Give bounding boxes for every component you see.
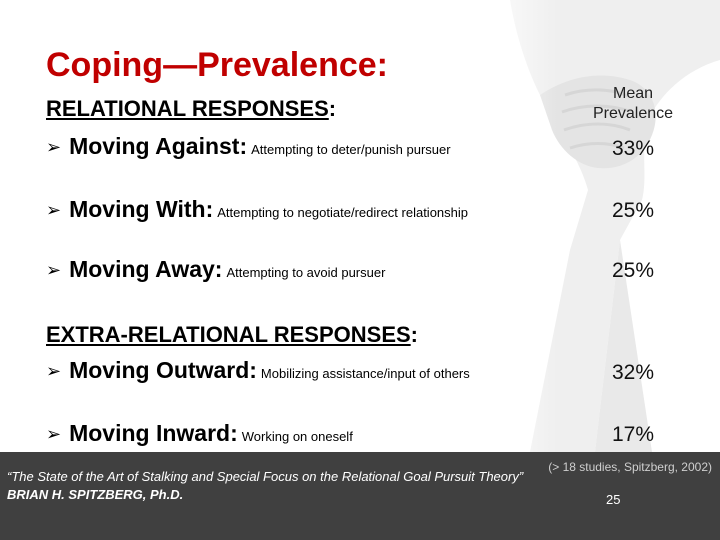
arrow-bullet-icon: ➢ <box>46 424 62 444</box>
list-item-moving-away <box>46 256 385 284</box>
presentation-title: “The State of the Art of Stalking and Special Focus on the Relational Goal Pursuit Theory” <box>7 469 524 484</box>
prevalence-value: 25% <box>612 199 655 222</box>
list-item-moving-against <box>46 133 451 161</box>
page-number: 25 <box>606 492 621 507</box>
item-label: Moving Inward: <box>69 420 238 446</box>
prevalence-value: 17% <box>612 423 655 446</box>
mean-prevalence-header <box>583 84 683 124</box>
mean-header-line2: Prevalence <box>592 105 674 122</box>
arrow-bullet-icon: ➢ <box>46 361 62 381</box>
item-label: Moving Away: <box>69 256 223 282</box>
prevalence-value: 32% <box>612 361 655 384</box>
item-description: Attempting to deter/punish pursuer <box>251 142 451 157</box>
arrow-bullet-icon: ➢ <box>46 137 62 157</box>
prevalence-value: 33% <box>612 137 655 160</box>
footer-bar <box>0 452 720 540</box>
reference-block <box>7 468 523 504</box>
mean-header-line1: Mean <box>612 85 654 102</box>
section-heading-extra-relational <box>46 322 418 348</box>
list-item-moving-outward <box>46 357 470 385</box>
section-heading-colon: : <box>410 322 418 347</box>
section-heading-text: EXTRA-RELATIONAL RESPONSES <box>46 322 411 347</box>
item-label: Moving With: <box>69 196 214 222</box>
arrow-bullet-icon: ➢ <box>46 260 62 280</box>
list-item-moving-with <box>46 196 468 224</box>
list-item-moving-inward <box>46 420 353 448</box>
section-heading-text: RELATIONAL RESPONSES <box>46 96 329 121</box>
item-description: Attempting to avoid pursuer <box>226 265 386 280</box>
item-label: Moving Outward: <box>69 357 257 383</box>
section-heading-relational <box>46 96 336 122</box>
clasped-hands-image <box>470 0 720 452</box>
prevalence-value: 25% <box>612 259 655 282</box>
section-heading-colon: : <box>328 96 337 121</box>
item-description: Mobilizing assistance/input of others <box>260 366 470 381</box>
item-label: Moving Against: <box>69 133 248 159</box>
author-name: BRIAN H. SPITZBERG, Ph.D. <box>7 487 184 502</box>
item-description: Working on oneself <box>241 429 353 444</box>
slide-title: Coping—Prevalence: <box>46 46 388 84</box>
arrow-bullet-icon: ➢ <box>46 200 62 220</box>
source-citation: (> 18 studies, Spitzberg, 2002) <box>548 460 712 474</box>
item-description: Attempting to negotiate/redirect relationship <box>217 205 469 220</box>
